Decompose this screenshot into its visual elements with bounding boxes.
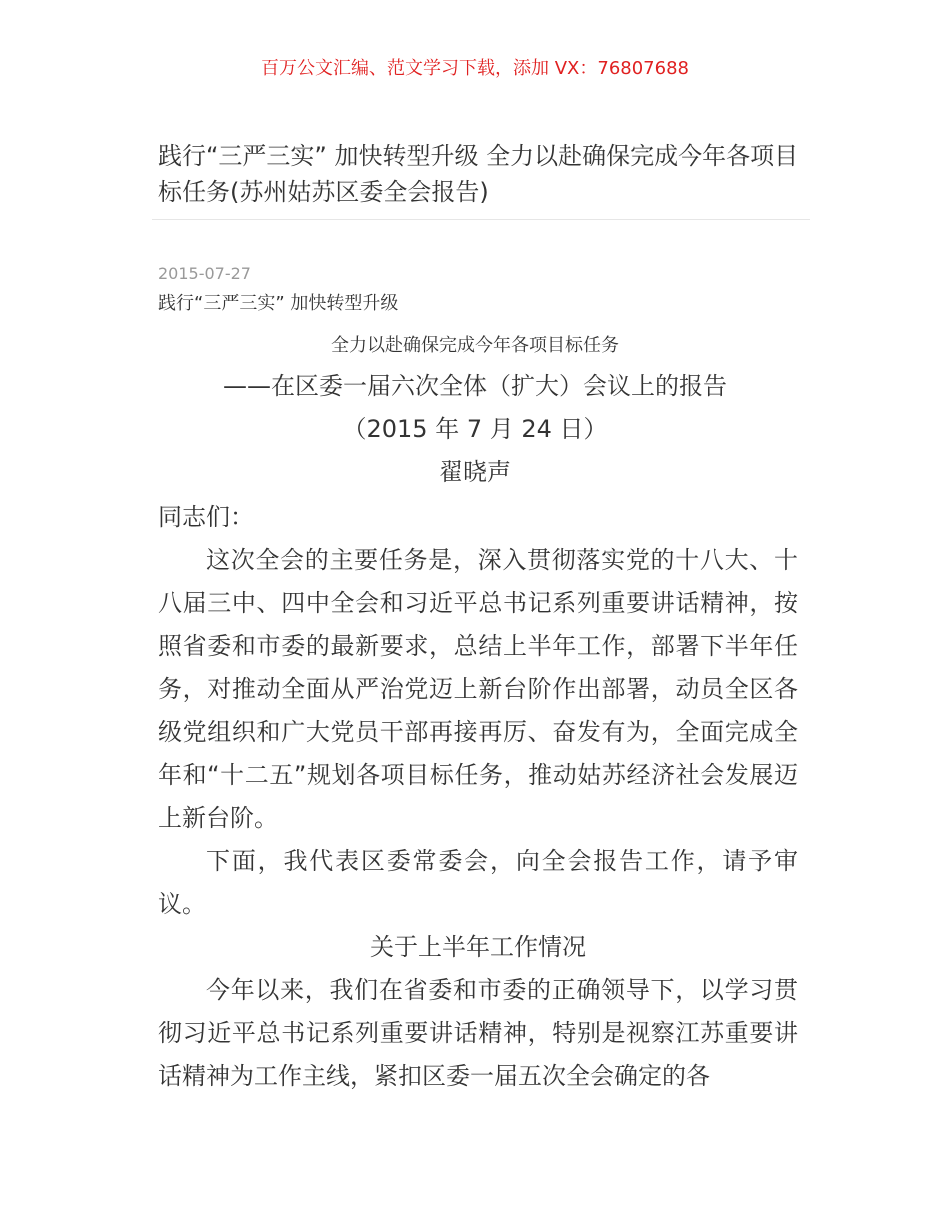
- salutation: 同志们：: [158, 503, 254, 531]
- title-divider: [152, 219, 810, 220]
- report-subtitle: ——在区委一届六次全体（扩大）会议上的报告: [223, 372, 727, 400]
- report-date: （2015 年 7 月 24 日）: [342, 415, 608, 443]
- report-main-title: 全力以赴确保完成今年各项目标任务: [331, 335, 619, 356]
- body-paragraph: 今年以来，我们在省委和市委的正确领导下，以学习贯彻习近平总书记系列重要讲话精神，特别是视察江苏重要讲话精神为工作主线，紧扣区委一届五次全会确定的各: [158, 976, 798, 1090]
- publish-date: 2015-07-27: [158, 264, 251, 283]
- body-paragraph: 下面，我代表区委常委会，向全会报告工作，请予审议。: [158, 847, 798, 918]
- watermark-banner: 百万公文汇编、范文学习下载，添加 VX：76807688: [261, 58, 689, 79]
- body-paragraph: 这次全会的主要任务是，深入贯彻落实党的十八大、十八届三中、四中全会和习近平总书记系列重要讲话精神，按照省委和市委的最新要求，总结上半年工作，部署下半年任务，对推动全面从严治党迈上新台阶作出部署，动员全区各级党组织和广大党员干部再接再厉、奋发有为，全面完成全年和“十二五”规划各项目标任务，推动姑苏经济社会发展迈上新台阶。: [158, 546, 798, 832]
- section-heading: 关于上半年工作情况: [370, 933, 586, 961]
- report-author: 翟晓声: [439, 458, 511, 486]
- article-body: [158, 496, 798, 1098]
- article-subhead: 践行“三严三实” 加快转型升级: [158, 293, 399, 314]
- article-title: 践行“三严三实” 加快转型升级 全力以赴确保完成今年各项目标任务(苏州姑苏区委全会报告): [158, 142, 799, 206]
